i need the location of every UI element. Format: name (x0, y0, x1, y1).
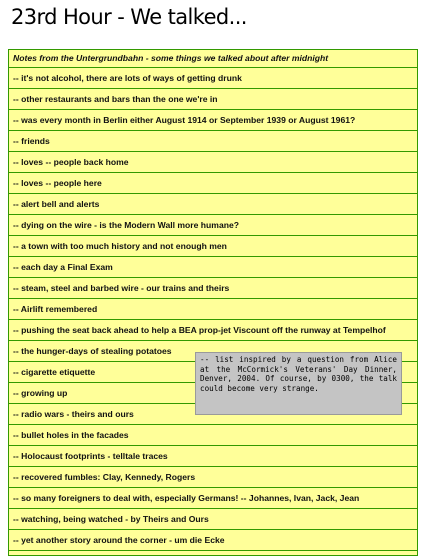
table-row (9, 446, 418, 467)
table-spacer-row (9, 551, 418, 556)
table-cell: -- loves -- people back home (9, 152, 418, 173)
table-row (9, 257, 418, 278)
table-row (9, 68, 418, 89)
table-header-row (9, 50, 418, 68)
table-cell: -- watching, being watched - by Theirs and Ours (9, 509, 418, 530)
table-cell: -- steam, steel and barbed wire - our trains and theirs (9, 278, 418, 299)
table-cell: -- dying on the wire - is the Modern Wall more humane? (9, 215, 418, 236)
table-row (9, 488, 418, 509)
table-cell: -- pushing the seat back ahead to help a BEA prop-jet Viscount off the runway at Tempelhof (9, 320, 418, 341)
header-cell: Notes from the Untergrundbahn - some things we talked about after midnight (9, 50, 418, 68)
spacer-cell (9, 551, 418, 556)
table-row (9, 89, 418, 110)
table-cell: -- alert bell and alerts (9, 194, 418, 215)
table-row (9, 425, 418, 446)
page-title: 23rd Hour - We talked... (11, 5, 247, 29)
table-row (9, 131, 418, 152)
table-cell: -- Airlift remembered (9, 299, 418, 320)
table-cell: -- friends (9, 131, 418, 152)
table-cell: -- bullet holes in the facades (9, 425, 418, 446)
table-cell: -- loves -- people here (9, 173, 418, 194)
table-row (9, 509, 418, 530)
table-cell: -- cigarette etiquette (9, 362, 418, 383)
table-cell: -- growing up (9, 383, 418, 404)
table-cell: -- it's not alcohol, there are lots of ways of getting drunk (9, 68, 418, 89)
table-cell: -- recovered fumbles: Clay, Kennedy, Rogers (9, 467, 418, 488)
table-cell: -- other restaurants and bars than the one we're in (9, 89, 418, 110)
table-row (9, 467, 418, 488)
topics-table (8, 49, 418, 556)
note-box: -- list inspired by a question from Alice at the McCormick's Veterans' Day Dinner, Denver, 2004. Of course, by 0300, the talk could become very strange. (195, 352, 402, 415)
table-row (9, 278, 418, 299)
table-cell: -- radio wars - theirs and ours (9, 404, 418, 425)
table-row (9, 299, 418, 320)
table-cell: -- Holocaust footprints - telltale traces (9, 446, 418, 467)
table-row (9, 194, 418, 215)
table-row (9, 215, 418, 236)
table-cell: -- yet another story around the corner - um die Ecke (9, 530, 418, 551)
table-row (9, 530, 418, 551)
table-cell: -- was every month in Berlin either August 1914 or September 1939 or August 1961? (9, 110, 418, 131)
table-row (9, 110, 418, 131)
table-cell: -- so many foreigners to deal with, especially Germans! -- Johannes, Ivan, Jack, Jean (9, 488, 418, 509)
table-row (9, 236, 418, 257)
table-row (9, 320, 418, 341)
table-row (9, 173, 418, 194)
table-cell: -- a town with too much history and not enough men (9, 236, 418, 257)
table-cell: -- the hunger-days of stealing potatoes (9, 341, 418, 362)
table-row (9, 152, 418, 173)
table-cell: -- each day a Final Exam (9, 257, 418, 278)
